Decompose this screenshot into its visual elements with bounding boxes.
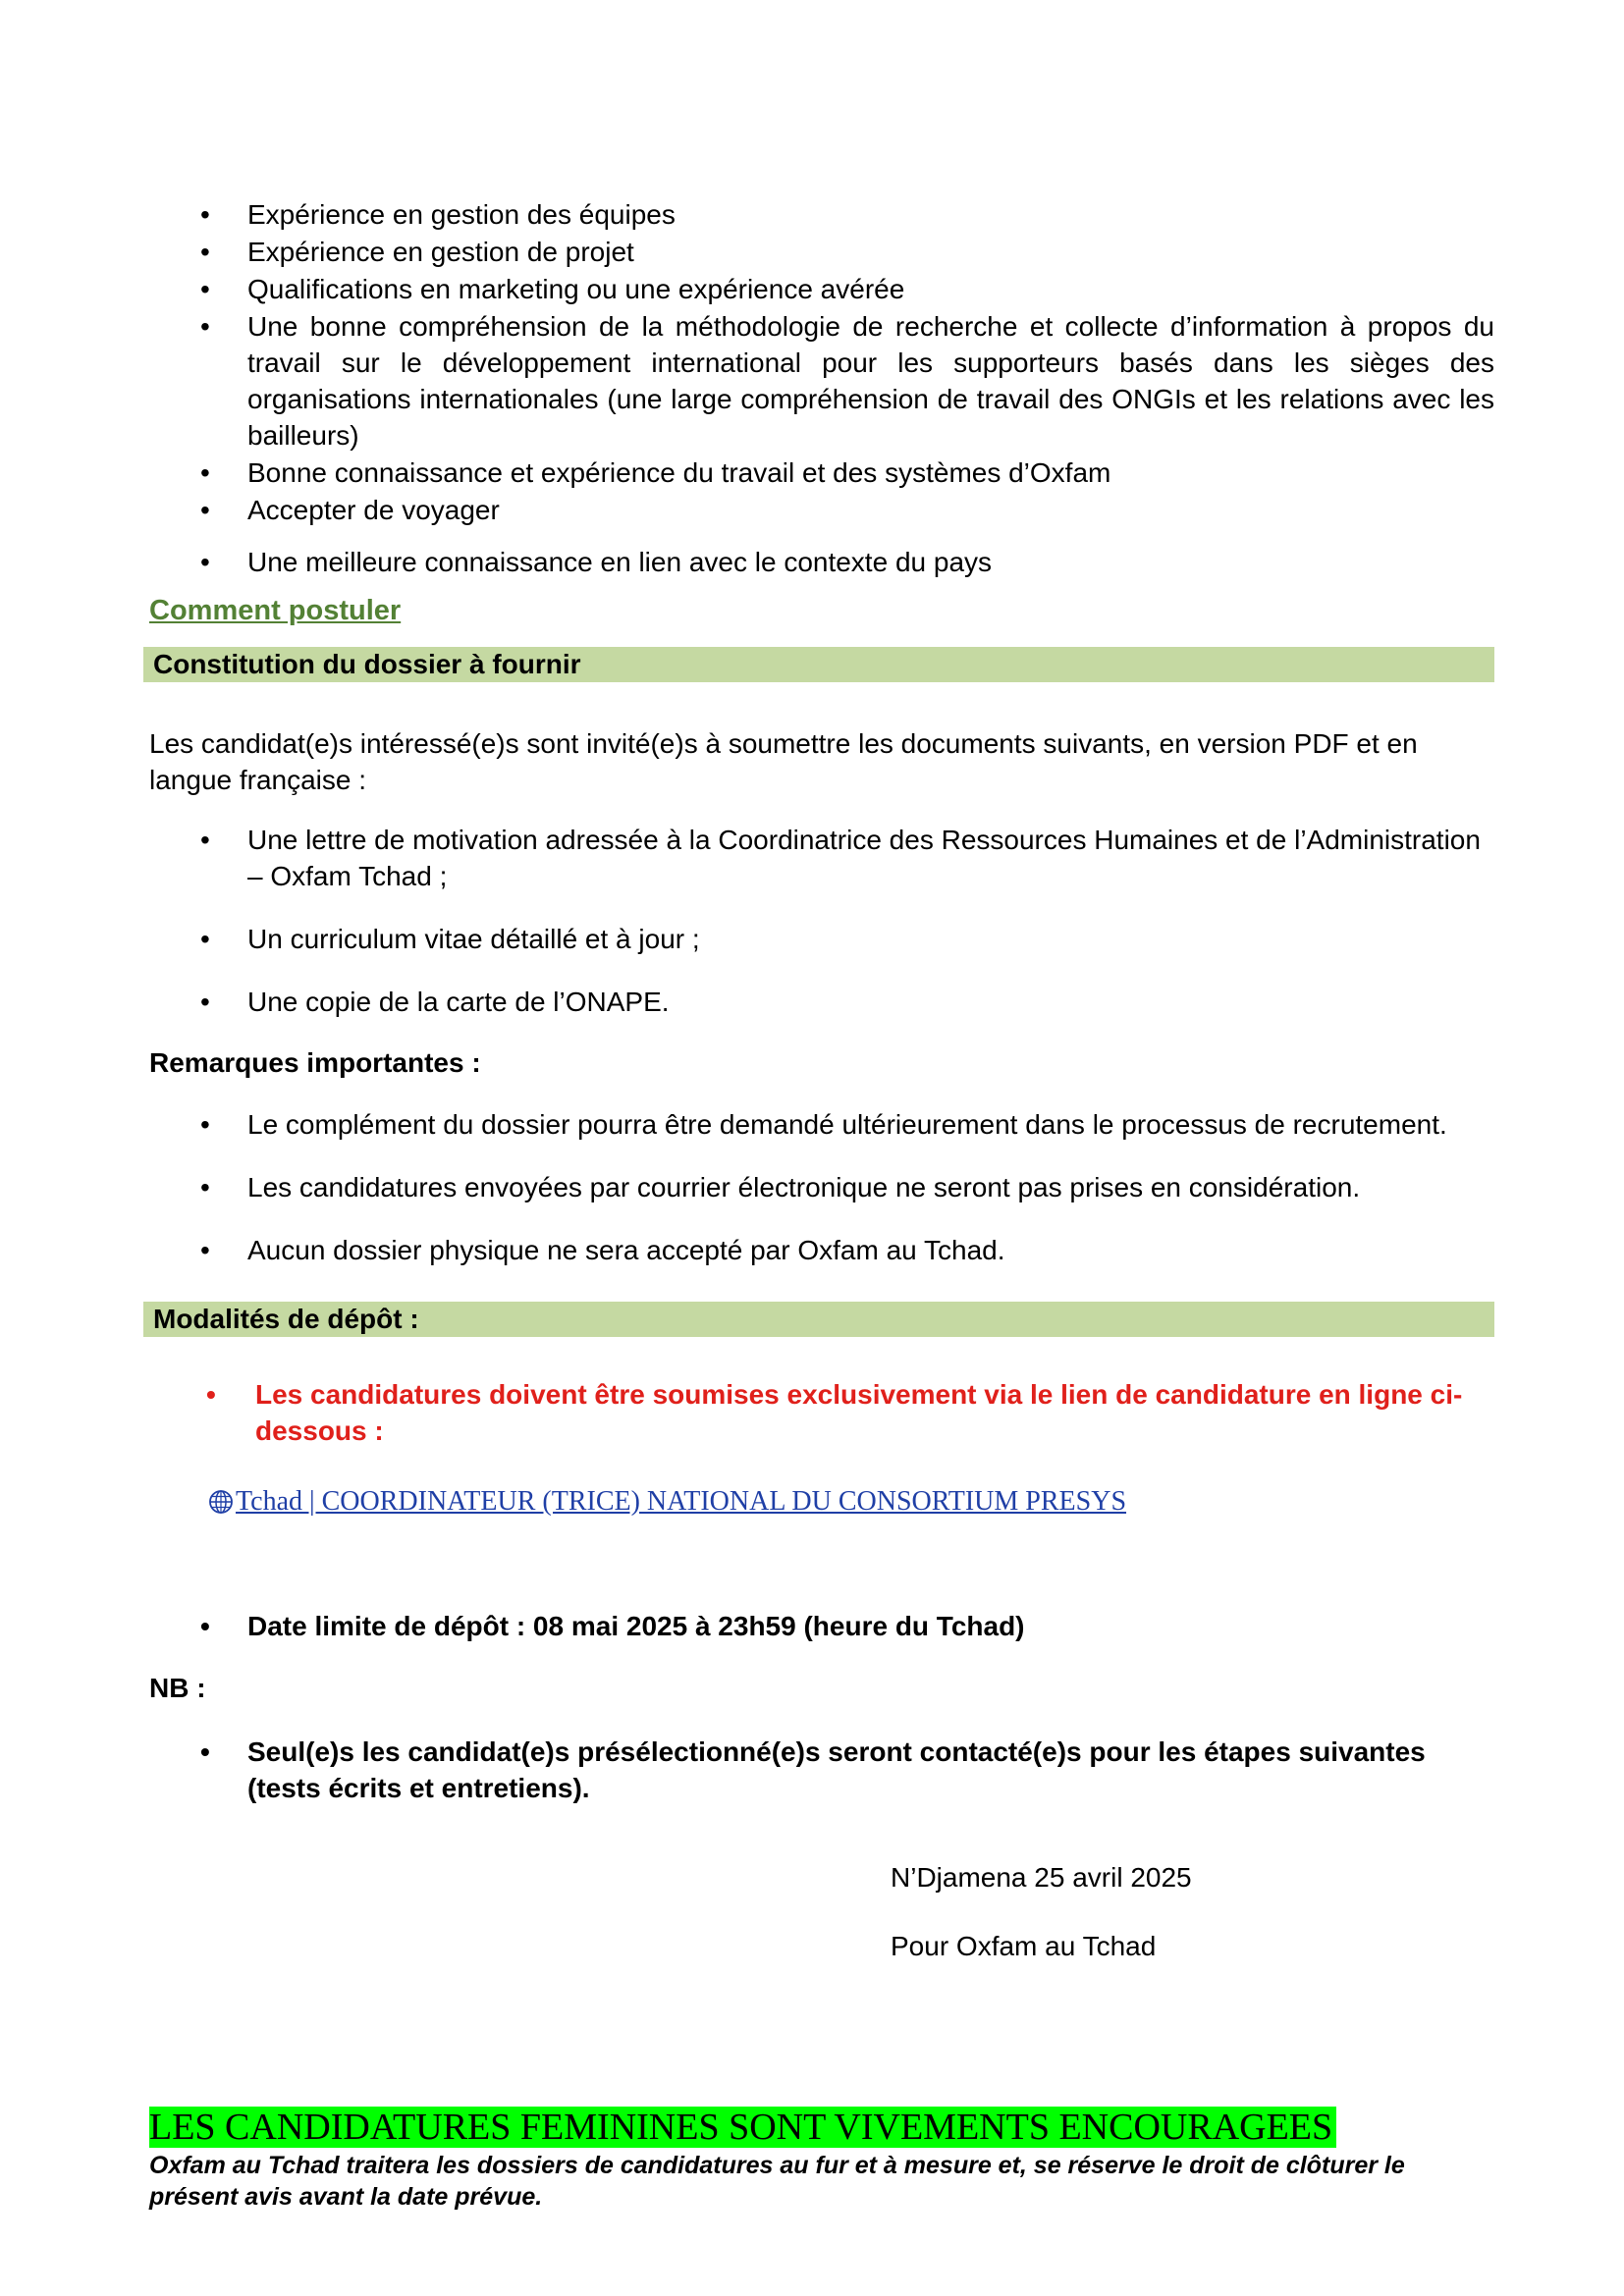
bullet-icon: • xyxy=(200,1172,210,1202)
bullet-icon: • xyxy=(200,1611,210,1641)
how-to-apply-heading: Comment postuler xyxy=(149,595,402,626)
women-encouraged-banner: LES CANDIDATURES FEMININES SONT VIVEMENTS ENCOURAGEES xyxy=(149,2107,1336,2148)
application-link-text: Tchad | COORDINATEUR (TRICE) NATIONAL DU CONSORTIUM PRESYS xyxy=(236,1486,1127,1517)
bullet-icon: • xyxy=(200,237,210,267)
nb-label: NB : xyxy=(149,1673,206,1703)
remarks-heading: Remarques importantes : xyxy=(149,1047,481,1078)
dossier-section-heading: Constitution du dossier à fournir xyxy=(143,647,1494,682)
list-item: • Accepter de voyager xyxy=(149,492,1494,528)
dossier-documents-list xyxy=(149,822,1494,1020)
dossier-intro: Les candidat(e)s intéressé(e)s sont invité(e)s à soumettre les documents suivants, en version PDF et en langue française : xyxy=(149,728,1418,795)
bullet-icon: • xyxy=(200,547,210,577)
deadline-list xyxy=(149,1608,1494,1644)
bullet-icon: • xyxy=(200,924,210,954)
list-item: • Les candidatures doivent être soumises exclusivement via le lien de candidature en ligne ci-dessous : xyxy=(149,1376,1494,1449)
list-item: • Le complément du dossier pourra être demandé ultérieurement dans le processus de recrutement. xyxy=(149,1106,1494,1143)
list-item: • Aucun dossier physique ne sera accepté par Oxfam au Tchad. xyxy=(149,1232,1494,1268)
deposit-section-heading: Modalités de dépôt : xyxy=(143,1302,1494,1337)
remarks-list xyxy=(149,1106,1494,1268)
globe-icon xyxy=(208,1489,234,1515)
bullet-icon: • xyxy=(200,495,210,525)
list-item: • Qualifications en marketing ou une expérience avérée xyxy=(149,271,1494,307)
bullet-icon: • xyxy=(200,1736,210,1767)
signature-block xyxy=(891,1859,1494,1964)
list-item: • Date limite de dépôt : 08 mai 2025 à 23h59 (heure du Tchad) xyxy=(149,1608,1494,1644)
list-item: • Une bonne compréhension de la méthodologie de recherche et collecte d’information à propos du travail sur le développement international pour les supporteurs basés dans les sièges des organisations internationales (une large compréhension de travail des ONGIs et les relations avec les bailleurs) xyxy=(149,308,1494,454)
bullet-icon: • xyxy=(200,457,210,488)
nb-list xyxy=(149,1734,1494,1806)
bullet-icon: • xyxy=(200,274,210,304)
signature-org: Pour Oxfam au Tchad xyxy=(891,1931,1157,1961)
application-link[interactable] xyxy=(208,1486,1126,1518)
list-item: • Une lettre de motivation adressée à la Coordinatrice des Ressources Humaines et de l’Administration – Oxfam Tchad ; xyxy=(149,822,1494,894)
list-item: • Expérience en gestion des équipes xyxy=(149,196,1494,233)
footer-note: Oxfam au Tchad traitera les dossiers de candidatures au fur et à mesure et, se réserve le droit de clôturer le présent avis avant la date prévue. xyxy=(149,2152,1405,2211)
list-item: • Une meilleure connaissance en lien avec le contexte du pays xyxy=(149,544,1494,580)
list-item: • Une copie de la carte de l’ONAPE. xyxy=(149,984,1494,1020)
list-item: • Un curriculum vitae détaillé et à jour ; xyxy=(149,921,1494,957)
bullet-icon: • xyxy=(200,311,210,342)
requirements-list xyxy=(149,196,1494,580)
list-item: • Bonne connaissance et expérience du travail et des systèmes d’Oxfam xyxy=(149,454,1494,491)
bullet-icon: • xyxy=(200,825,210,855)
bullet-icon: • xyxy=(200,1109,210,1140)
signature-place-date: N’Djamena 25 avril 2025 xyxy=(891,1862,1192,1893)
bullet-icon: • xyxy=(200,987,210,1017)
bullet-icon: • xyxy=(206,1379,216,1410)
bullet-icon: • xyxy=(200,1235,210,1265)
deposit-instruction-list xyxy=(149,1376,1494,1449)
list-item: • Seul(e)s les candidat(e)s présélectionné(e)s seront contacté(e)s pour les étapes suivantes (tests écrits et entretiens). xyxy=(149,1734,1494,1806)
document-page xyxy=(149,196,1494,1964)
list-item: • Expérience en gestion de projet xyxy=(149,234,1494,270)
bullet-icon: • xyxy=(200,199,210,230)
list-item: • Les candidatures envoyées par courrier électronique ne seront pas prises en considération. xyxy=(149,1169,1494,1205)
